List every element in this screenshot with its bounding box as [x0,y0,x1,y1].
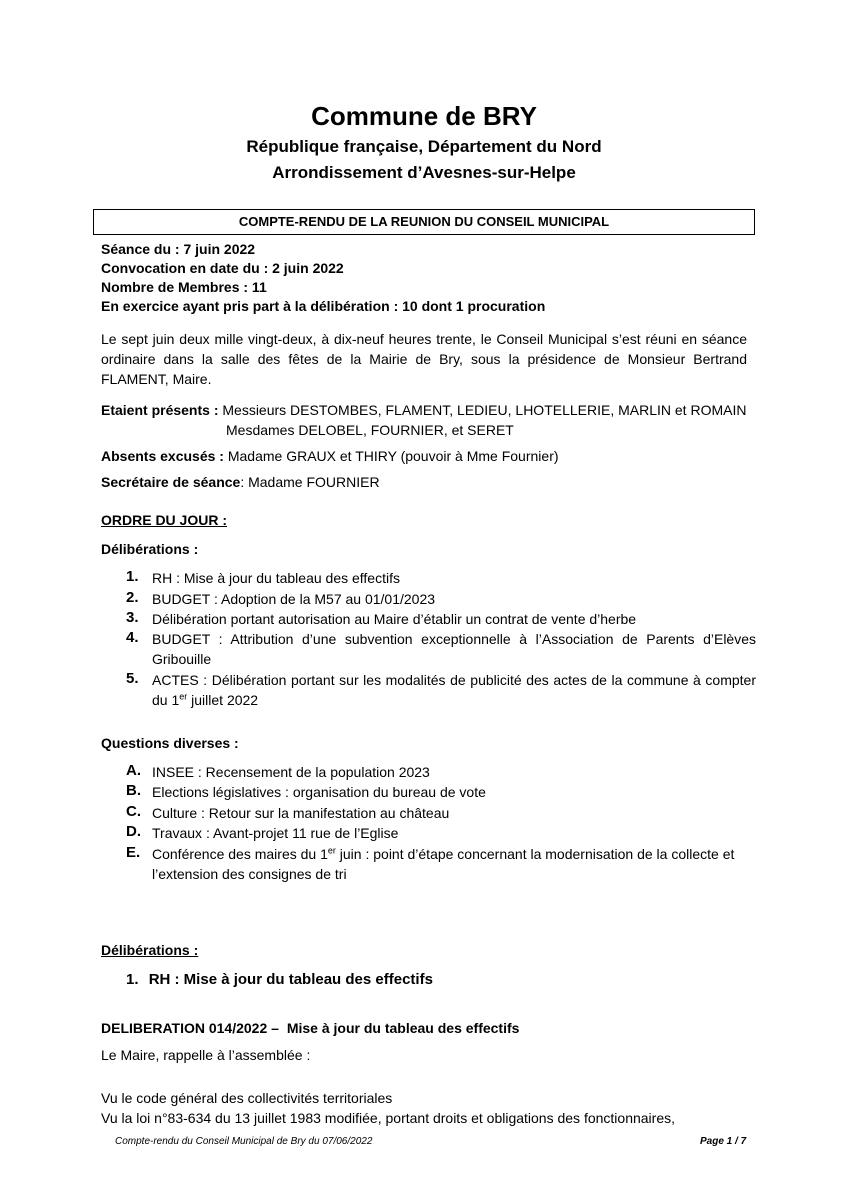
meta-membres: Nombre de Membres : 11 [101,279,267,295]
item-letter: A. [126,762,141,779]
item-text: RH : Mise à jour du tableau des effectifs [152,570,400,586]
deliberation-number: DELIBERATION 014/2022 – [101,1020,279,1036]
item-number: 4. [126,629,139,646]
item-letter: B. [126,782,141,799]
presents-line [101,400,746,420]
list-item [126,782,756,802]
presents-label: Etaient présents : [101,402,219,418]
page-title: Commune de BRY [311,101,537,131]
item-number: 5. [126,670,139,687]
list-item [126,844,756,884]
page-number: Page 1 / 7 [700,1136,747,1147]
absents-value: Madame GRAUX et THIRY (pouvoir à Mme Fournier) [227,448,559,464]
item-text-part: ACTES : Délibération portant sur les modalités de publicité des actes de la commune à compter du 1 [152,672,756,708]
secretaire-line [101,472,380,492]
item-number: 2. [126,589,139,606]
item-text: Travaux : Avant-projet 11 rue de l’Eglise [152,825,399,841]
item-letter: E. [126,844,141,861]
item-text [152,670,756,710]
deliberation-title: Mise à jour du tableau des effectifs [286,1020,520,1036]
secretaire-label: Secrétaire de séance [101,474,241,490]
item-letter: D. [126,823,141,840]
maire-rappelle: Le Maire, rappelle à l’assemblée : [101,1047,311,1063]
item-text-part: juin : point d’étape concernant la modernisation de la collecte et l’extension des consignes de tri [152,846,735,882]
vu-cgct: Vu le code général des collectivités territoriales [101,1090,393,1106]
meta-exercice: En exercice ayant pris part à la délibération : 10 dont 1 procuration [101,298,546,314]
footer-caption: Compte-rendu du Conseil Municipal de Bry du 07/06/2022 [115,1136,373,1147]
list-item [126,670,756,710]
item-text: BUDGET : Attribution d’une subvention exceptionnelle à l’Association de Parents d’Elèves Gribouille [152,631,756,667]
presents-mesdames: Mesdames DELOBEL, FOURNIER, et SERET [226,422,514,438]
list-item [126,803,756,823]
list-item [126,589,756,609]
presents-messieurs: Messieurs DESTOMBES, FLAMENT, LEDIEU, LHOTELLERIE, MARLIN et ROMAIN [222,402,747,418]
ordre-heading: ORDRE DU JOUR : [101,512,228,528]
subtitle-republique: République française, Département du Nord [246,137,602,156]
deliberations-heading: Délibérations : [101,942,199,958]
section-item-title [126,969,433,991]
absents-line [101,446,559,466]
item-text: BUDGET : Adoption de la M57 au 01/01/2023 [152,591,436,607]
intro-paragraph: Le sept juin deux mille vingt-deux, à dix-neuf heures trente, le Conseil Municipal s’est réuni en séance ordinaire dans la salle des fêtes de la Mairie de Bry, sous la présidence de Monsieur Bertrand FLAMENT, Maire. [101,331,747,387]
item-letter: C. [126,803,141,820]
subtitle-arrondissement: Arrondissement d’Avesnes-sur-Helpe [272,163,576,182]
superscript: er [179,691,188,702]
deliberation-line [101,1018,519,1038]
list-item [126,823,756,843]
item-text: Délibération portant autorisation au Maire d’établir un contrat de vente d’herbe [152,611,637,627]
vu-loi: Vu la loi n°83-634 du 13 juillet 1983 modifiée, portant droits et obligations des fonctionnaires, [101,1110,675,1126]
ordre-delib-heading: Délibérations : [101,541,199,557]
item-number: 3. [126,609,139,626]
item-text: Elections législatives : organisation du bureau de vote [152,784,486,800]
list-item [126,568,756,588]
item-text: INSEE : Recensement de la population 2023 [152,764,430,780]
section-item-text: RH : Mise à jour du tableau des effectifs [148,971,433,988]
section-item-number: 1. [126,971,139,988]
list-item [126,629,756,669]
absents-label: Absents excusés : [101,448,224,464]
report-banner: COMPTE-RENDU DE LA REUNION DU CONSEIL MUNICIPAL [93,209,755,235]
list-item [126,762,756,782]
item-number: 1. [126,568,139,585]
item-text-part: Conférence des maires du 1 [152,846,328,862]
item-text: Culture : Retour sur la manifestation au château [152,805,450,821]
meta-seance: Séance du : 7 juin 2022 [101,241,256,257]
meta-convocation: Convocation en date du : 2 juin 2022 [101,260,344,276]
secretaire-value: : Madame FOURNIER [240,474,380,490]
item-text-part: juillet 2022 [187,692,259,708]
superscript: er [327,845,336,856]
item-text [152,844,756,884]
list-item [126,609,756,629]
questions-heading: Questions diverses : [101,735,239,751]
